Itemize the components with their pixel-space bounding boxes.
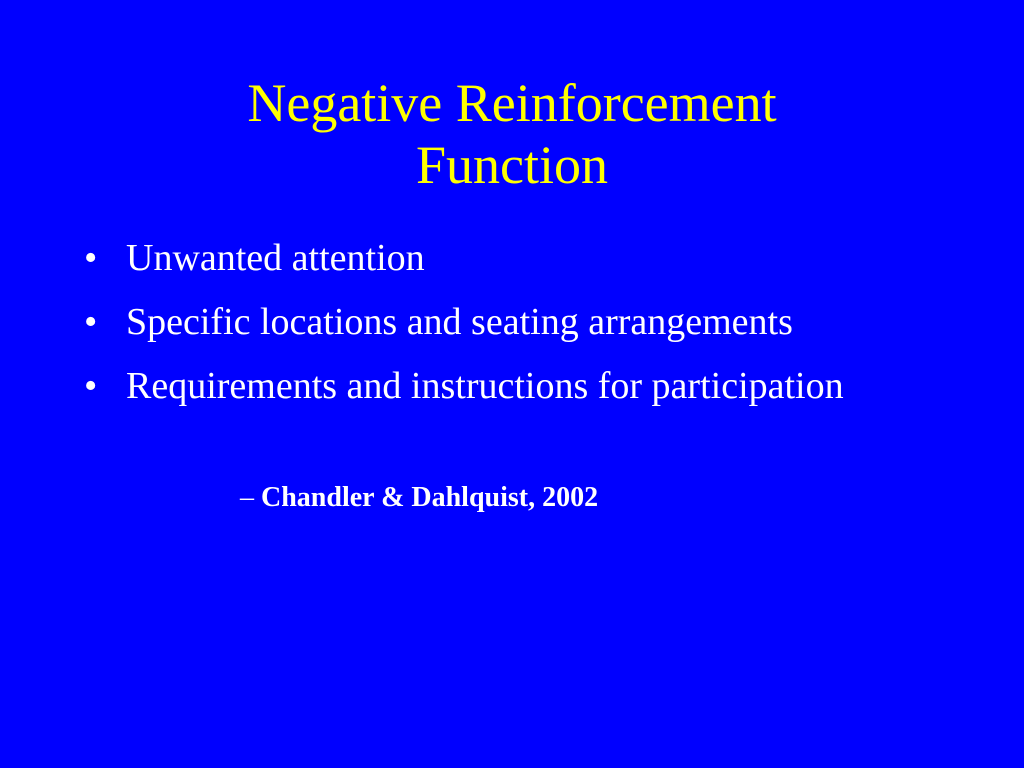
slide-title-line-1: Negative Reinforcement bbox=[247, 73, 777, 133]
citation-dash: – bbox=[240, 482, 254, 513]
bullet-item bbox=[84, 232, 964, 284]
bullet-icon: • bbox=[84, 237, 98, 279]
slide-title-line-2: Function bbox=[415, 135, 608, 195]
bullet-text: Specific locations and seating arrangements bbox=[126, 301, 793, 343]
bullet-text: Unwanted attention bbox=[126, 237, 425, 279]
citation-text: Chandler & Dahlquist, 2002 bbox=[261, 482, 599, 513]
bullet-icon: • bbox=[84, 301, 98, 343]
bullet-list bbox=[84, 232, 964, 424]
bullet-item bbox=[84, 296, 964, 348]
bullet-item bbox=[84, 360, 964, 412]
citation bbox=[240, 478, 598, 518]
bullet-text: Requirements and instructions for participation bbox=[126, 365, 844, 407]
bullet-icon: • bbox=[84, 365, 98, 407]
slide-title bbox=[0, 72, 1024, 196]
